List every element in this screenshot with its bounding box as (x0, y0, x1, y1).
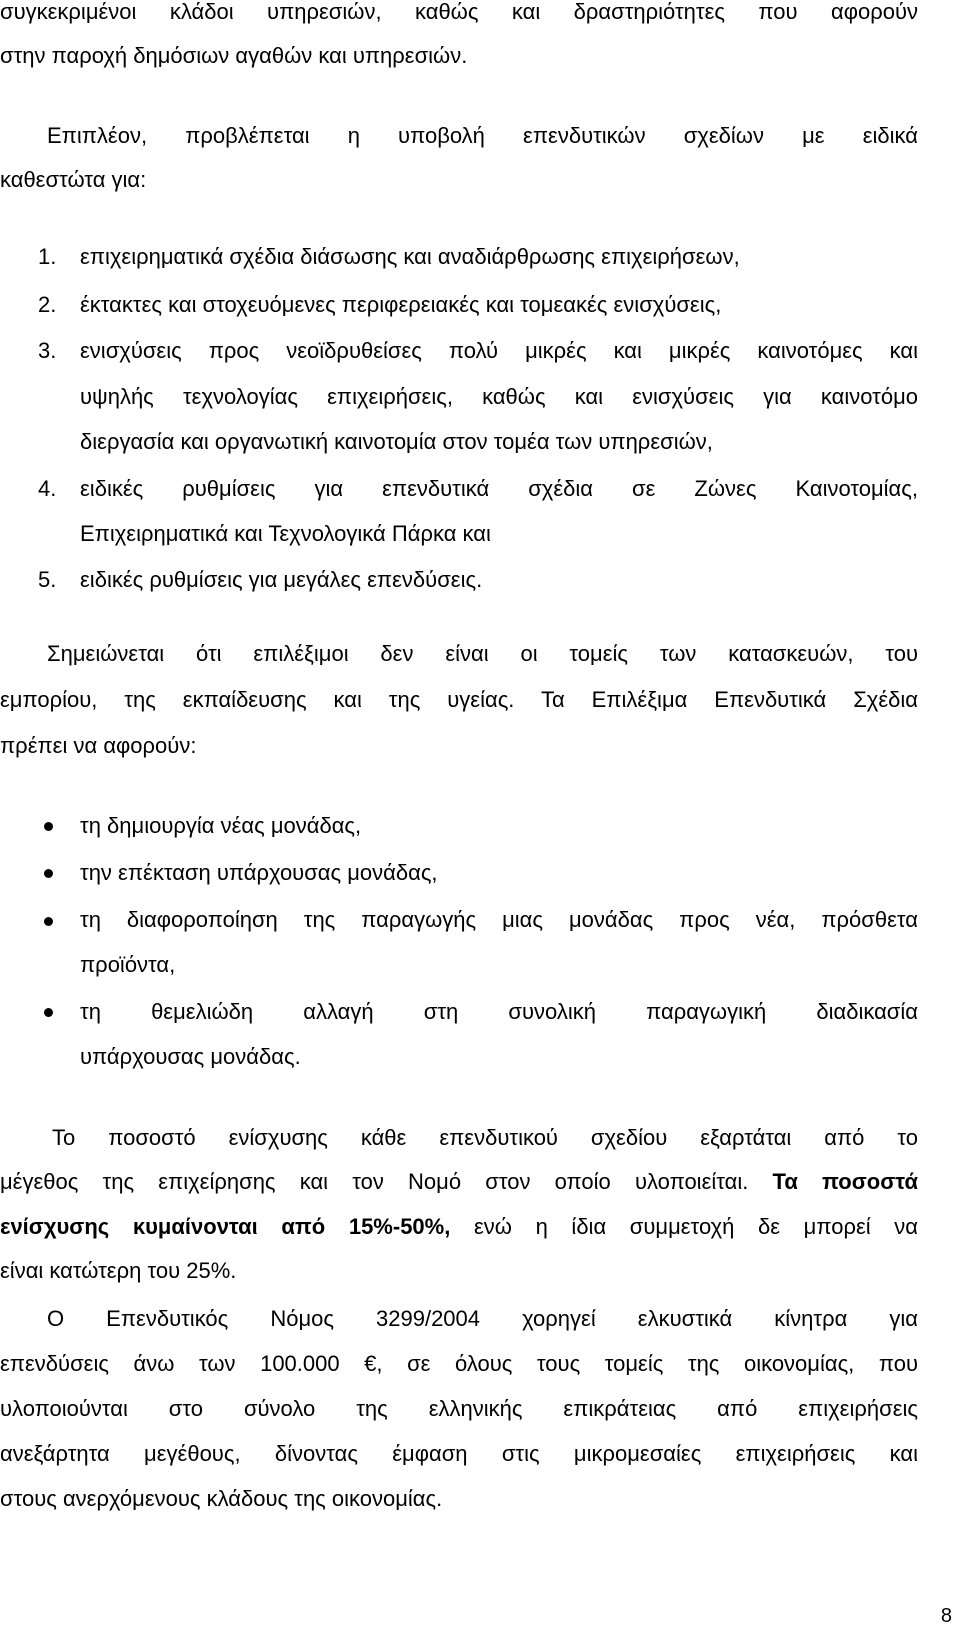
rate-paragraph-line-1: Το ποσοστό ενίσχυσης κάθε επενδυτικού σχεδίου εξαρτάται από το (52, 1125, 918, 1150)
item-text: ειδικές ρυθμίσεις για μεγάλες επενδύσεις. (80, 567, 483, 592)
page-number: 8 (940, 1605, 952, 1627)
plans-paragraph-line-2: καθεστώτα για: (0, 167, 147, 192)
item-text: Επιχειρηματικά και Τεχνολογικά Πάρκα και (80, 521, 491, 546)
bullet-icon (44, 822, 53, 831)
item-text: επιχειρηματικά σχέδια διάσωσης και αναδιάρθρωσης επιχειρήσεων, (80, 244, 740, 269)
rate-line-2-text: μέγεθος της επιχείρησης και τον Νομό στον οποίο υλοποιείται. (0, 1169, 773, 1194)
item-number: 3. (38, 338, 57, 363)
rate-line-2-bold: Τα ποσοστά (772, 1169, 918, 1194)
item-number: 1. (38, 244, 57, 269)
item-text: διεργασία και οργανωτική καινοτομία στον τομέα των υπηρεσιών, (80, 429, 713, 454)
bullet-text: υπάρχουσας μονάδας. (80, 1044, 301, 1069)
item-number: 5. (38, 567, 57, 592)
bullet-icon (44, 917, 53, 926)
note-paragraph-line-3: πρέπει να αφορούν: (0, 733, 197, 758)
law-paragraph-line-2: επενδύσεις άνω των 100.000 €, σε όλους τους τομείς της οικονομίας, που (0, 1351, 918, 1376)
item-number: 2. (38, 292, 57, 317)
rate-paragraph-line-2 (0, 1168, 918, 1196)
item-text: ενισχύσεις προς νεοϊδρυθείσες πολύ μικρές και μικρές καινοτόμες και (80, 338, 918, 363)
rate-paragraph-line-3 (0, 1213, 918, 1241)
plans-paragraph-line-1: Επιπλέον, προβλέπεται η υποβολή επενδυτικών σχεδίων με ειδικά (47, 123, 918, 148)
note-paragraph-line-2: εμπορίου, της εκπαίδευσης και της υγείας. Τα Επιλέξιμα Επενδυτικά Σχέδια (0, 687, 918, 712)
bullet-text: τη δημιουργία νέας μονάδας, (80, 813, 362, 838)
item-text: έκτακτες και στοχευόμενες περιφερειακές και τομεακές ενισχύσεις, (80, 292, 722, 317)
bullet-icon (44, 1008, 53, 1017)
item-number: 4. (38, 476, 57, 501)
rate-line-3-text: ενώ η ίδια συμμετοχή δε μπορεί να (450, 1214, 918, 1239)
item-text: ειδικές ρυθμίσεις για επενδυτικά σχέδια σε Ζώνες Καινοτομίας, (80, 476, 918, 501)
rate-line-3-bold: ενίσχυσης κυμαίνονται από 15%-50%, (0, 1214, 451, 1239)
law-paragraph-line-3: υλοποιούνται στο σύνολο της ελληνικής επικράτειας από επιχειρήσεις (0, 1396, 918, 1421)
bullet-text: την επέκταση υπάρχουσας μονάδας, (80, 860, 438, 885)
note-paragraph-line-1: Σημειώνεται ότι επιλέξιμοι δεν είναι οι τομείς των κατασκευών, του (47, 641, 918, 666)
law-paragraph-line-5: στους ανερχόμενους κλάδους της οικονομίας. (0, 1486, 443, 1511)
bullet-icon (44, 869, 53, 878)
law-paragraph-line-4: ανεξάρτητα μεγέθους, δίνοντας έμφαση στις μικρομεσαίες επιχειρήσεις και (0, 1441, 918, 1466)
intro-line-2: στην παροχή δημόσιων αγαθών και υπηρεσιών. (0, 43, 468, 68)
intro-line-1: συγκεκριμένοι κλάδοι υπηρεσιών, καθώς και δραστηριότητες που αφορούν (0, 0, 918, 24)
bullet-text: τη διαφοροποίηση της παραγωγής μιας μονάδας προς νέα, πρόσθετα (80, 907, 918, 932)
item-text: υψηλής τεχνολογίας επιχειρήσεις, καθώς και ενισχύσεις για καινοτόμο (80, 384, 918, 409)
rate-paragraph-line-4: είναι κατώτερη του 25%. (0, 1258, 237, 1283)
law-paragraph-line-1: Ο Επενδυτικός Νόμος 3299/2004 χορηγεί ελκυστικά κίνητρα για (47, 1306, 918, 1331)
bullet-text: τη θεμελιώδη αλλαγή στη συνολική παραγωγική διαδικασία (80, 999, 918, 1024)
bullet-text: προϊόντα, (80, 952, 176, 977)
